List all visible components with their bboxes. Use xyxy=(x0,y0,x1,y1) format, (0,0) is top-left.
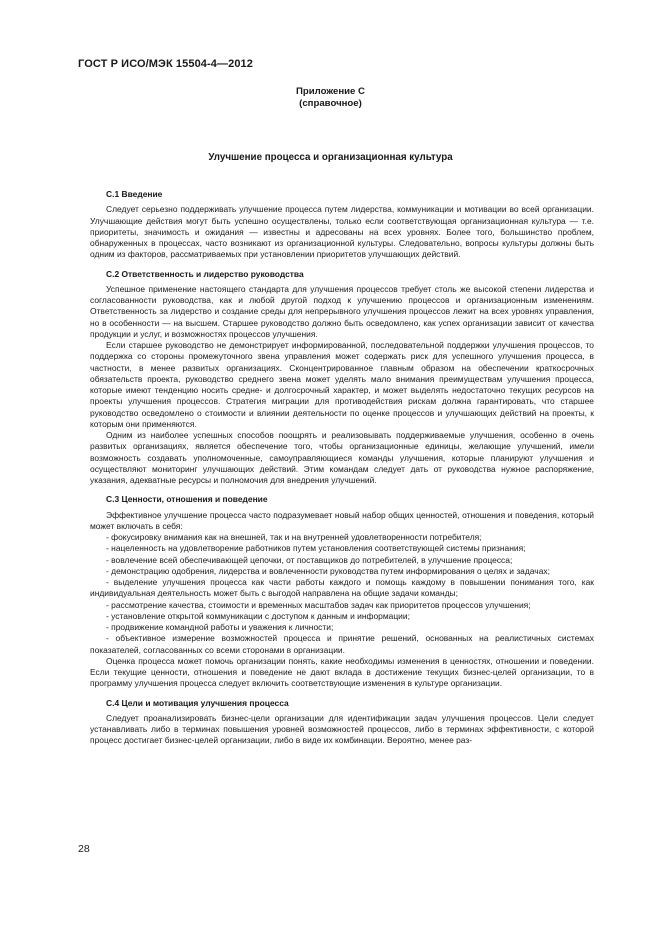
section-heading: С.1 Введение xyxy=(106,189,163,199)
paragraph: Эффективное улучшение процесса часто подразумевает новый набор общих ценностей, отношения и поведения, который может включать в себя: xyxy=(90,509,594,531)
section-c4 xyxy=(90,698,594,747)
paragraph: Одним из наиболее успешных способов поощрять и реализовывать поддерживаемые улучшения, особенно в очень развитых организациях, является обеспечение того, чтобы организационные единицы, желающие улучшений, имели возможность создавать уполномоченные, самоуправляющиеся команды улучшения, которые планируют улучшения и осуществляют мониторинг улучшающих действий. Этим командам следует дать от руководства нужное распоряжение, указания, адекватные ресурсы и полномочия для внедрения улучшений. xyxy=(90,430,594,485)
section-heading: С.3 Ценности, отношения и поведение xyxy=(106,494,268,505)
document-title: Улучшение процесса и организационная культура xyxy=(208,152,453,163)
list-item: - продвижение командной работы и уважения к личности; xyxy=(90,622,594,633)
list-item: - вовлечение всей обеспечивающей цепочки, от поставщиков до потребителей, в улучшение процесса; xyxy=(90,555,594,566)
annex-title: Приложение С xyxy=(296,86,365,97)
list-item: - установление открытой коммуникации с доступом к данным и информации; xyxy=(90,611,594,622)
paragraph: Следует проанализировать бизнес-цели организации для идентификации задач улучшения процессов. Цели следует устанавливать либо в терминах повышения уровней возможностей процессов, либо в терминах эффективности, с которой процесс достигает бизнес-целей организации, либо в виде их комбинации. Вероятно, менее раз- xyxy=(90,712,594,746)
section-heading: С.4 Цели и мотивация улучшения процесса xyxy=(106,697,289,708)
values-list xyxy=(90,532,594,656)
paragraph: Оценка процесса может помочь организации понять, какие необходимы изменения в ценностях, отношении и поведении. Если текущие ценности, отношения и поведение не дают вклада в достижение текущих бизнес-целей организации, то в программу улучшения процесса следует включить соответствующие изменения в культуре организации. xyxy=(90,655,594,689)
list-item: - демонстрацию одобрения, лидерства и вовлеченности руководства путем информирования о целях и задачах; xyxy=(90,566,594,577)
paragraph: Следует серьезно поддерживать улучшение процесса путем лидерства, коммуникации и мотивации во всей организации. Улучшающие действия могут быть успешно осуществлены, только если соответствующая организационная культура — т.е. приоритеты, значимость и ожидания — известны и адресованы на всех уровнях. Более того, большинство проблем, обнаруженных в процессах, часто возникают из организационной культуры. Следовательно, вопросы культуры должны быть одним из факторов, рассматриваемых при установлении приоритетов улучшающих действий. xyxy=(90,204,594,260)
paragraph: Если старшее руководство не демонстрирует информированной, последовательной поддержки улучшения процессов, то поддержка со стороны промежуточного звена управления может содержать риск для успешного улучшения процесса, в частности, в менее развитых организациях. Сконцентрированное главным образом на обеспечении краткосрочных обязательств проекта, руководство среднего звена может уделять мало внимания преимуществам улучшения процесса, которые имеют тенденцию носить средне- и долгосрочный характер, и может выделять недостаточно текущих ресурсов на проекты улучшения процессов. Стратегия миграции для противодействия рискам должна гарантировать, что старшее руководство осведомлено о стоимости и влиянии деятельности по оценке процессов и улучшающих действий на проекты, к которым они применяются. xyxy=(90,340,594,429)
list-item: - объективное измерение возможностей процесса и принятие решений, основанных на реалистичных системах показателей, согласованных со всеми сторонами в организации. xyxy=(90,633,594,656)
section-heading: С.2 Ответственность и лидерство руководства xyxy=(106,268,304,279)
list-item: - фокусировку внимания как на внешней, так и на внутренней удовлетворенности потребителя; xyxy=(90,532,594,543)
document-body xyxy=(90,189,594,755)
list-item: - нацеленность на удовлетворение работников путем установления соответствующей системы признания; xyxy=(90,543,594,554)
page-number: 28 xyxy=(78,843,90,855)
list-item: - рассмотрение качества, стоимости и временных масштабов задач как приоритетов процессов улучшения; xyxy=(90,600,594,611)
section-c3 xyxy=(90,494,594,689)
section-c2 xyxy=(90,269,594,487)
paragraph: Успешное применение настоящего стандарта для улучшения процессов требует столь же высокой степени лидерства и согласованности руководства, как и любой другой подход к улучшению процессов и организационным изменениям. Ответственность за лидерство и создание среды для непрерывного улучшения процессов лежит на всех уровнях управления, но в особенности — на высшем. Старшее руководство должно быть осведомлено, как успех организации зависит от качества продукции и услуг, и возможностях процессов улучшения. xyxy=(90,283,594,339)
annex-type: (справочное) xyxy=(299,98,362,109)
standard-header: ГОСТ Р ИСО/МЭК 15504-4—2012 xyxy=(78,58,253,70)
section-c1 xyxy=(90,189,594,261)
list-item: - выделение улучшения процесса как части работы каждого и помощь каждому в повышении понимания того, как индивидуальная деятельность может быть с выгодой направлена на общие задачи команды; xyxy=(90,577,594,600)
annex-block xyxy=(0,86,661,110)
